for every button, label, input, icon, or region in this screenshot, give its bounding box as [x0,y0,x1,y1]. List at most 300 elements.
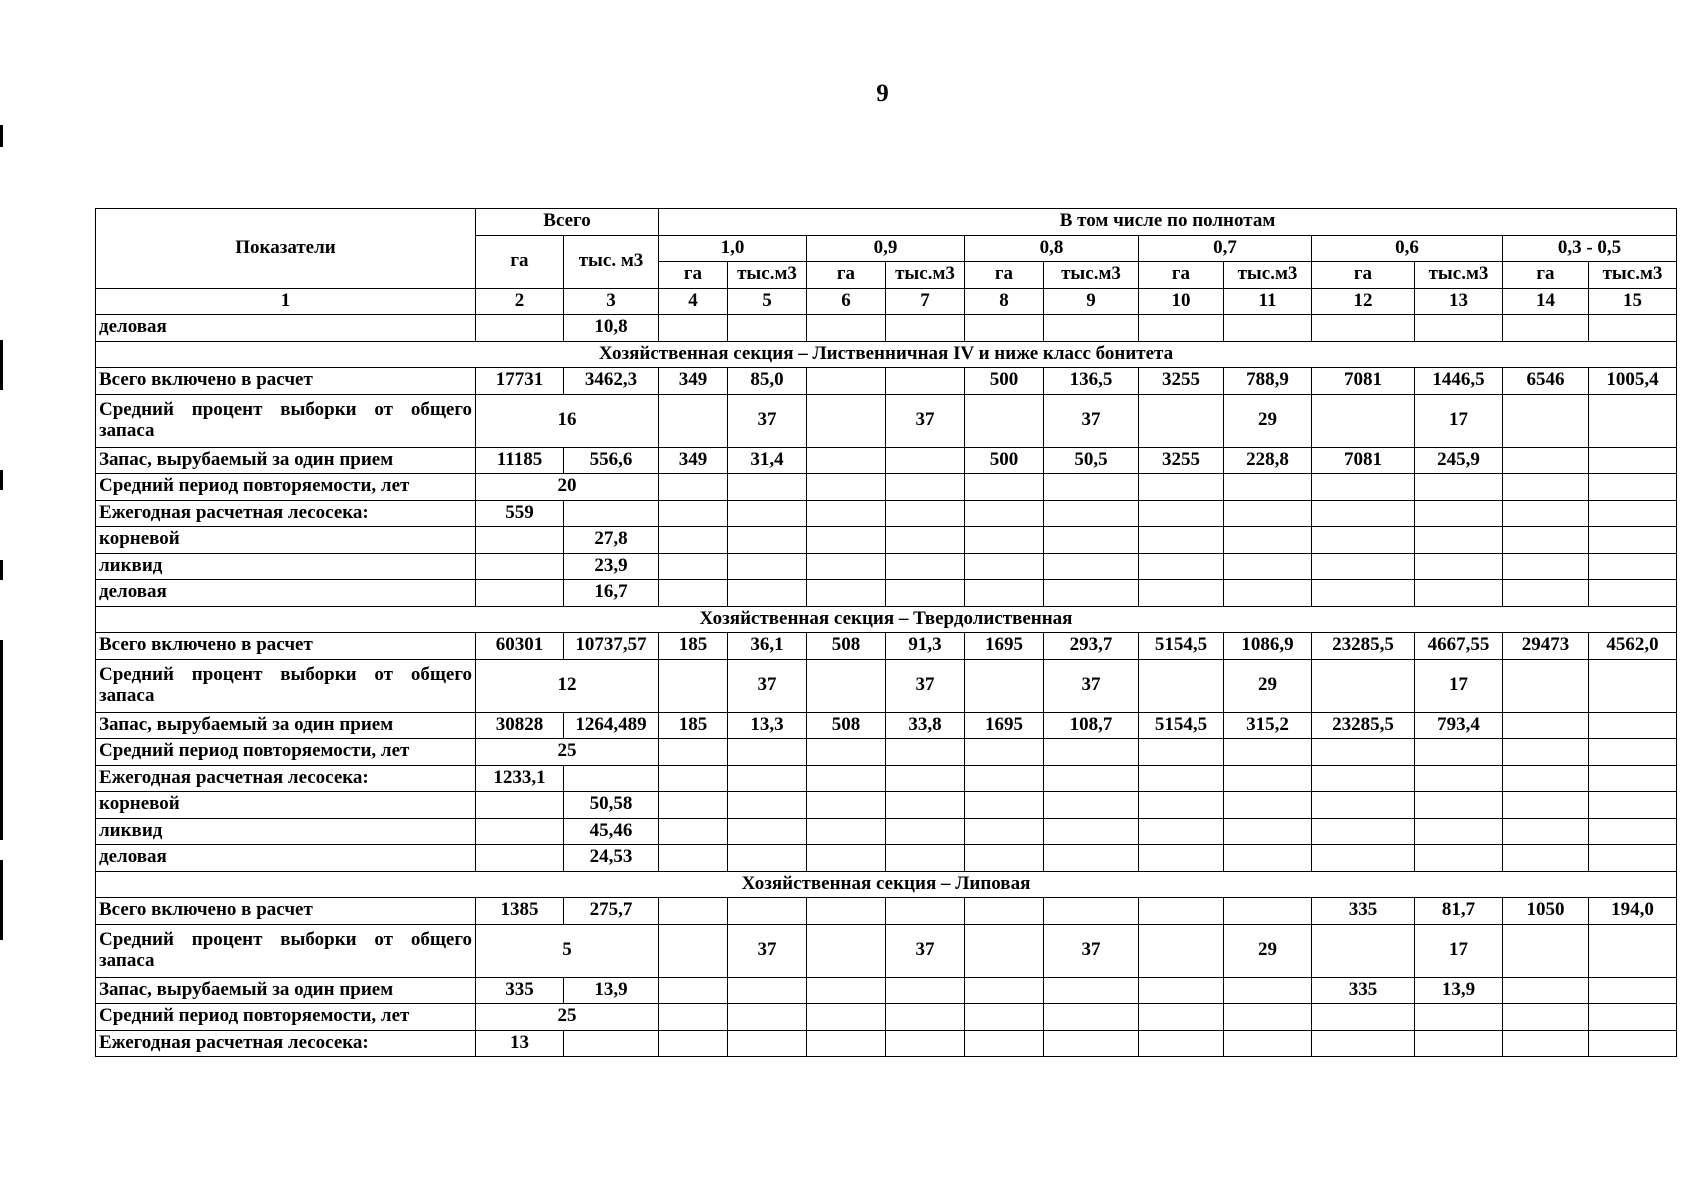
table-cell [1415,553,1503,580]
table-cell: 508 [807,712,886,739]
section-title: Хозяйственная секция – Липовая [96,871,1677,898]
header-unit-ha: га [1139,262,1224,289]
table-cell: 16,7 [564,580,659,607]
table-cell [965,527,1044,554]
table-cell [1044,792,1139,819]
table-cell [659,659,728,712]
table-cell [728,580,807,607]
table-cell [886,977,965,1004]
table-cell: 37 [1044,924,1139,977]
table-cell: 25 [476,739,659,766]
table-cell: 788,9 [1224,368,1312,395]
table-cell [1589,527,1677,554]
table-cell: 293,7 [1044,633,1139,660]
table-cell: 20 [476,474,659,501]
table-cell: 349 [659,368,728,395]
table-cell [886,527,965,554]
header-density: 0,8 [965,235,1139,262]
table-cell [1503,315,1589,342]
table-cell [965,765,1044,792]
table-row [96,315,1677,342]
table-cell [1139,739,1224,766]
table-cell [728,977,807,1004]
table-cell: 37 [728,924,807,977]
table-cell [1139,924,1224,977]
table-cell: 23,9 [564,553,659,580]
table-cell [1312,739,1415,766]
table-cell: 13,3 [728,712,807,739]
table-cell [1312,394,1415,447]
table-cell [659,818,728,845]
table-cell [659,1004,728,1031]
row-label: Всего включено в расчет [96,368,476,395]
table-cell [659,500,728,527]
table-cell [659,474,728,501]
table-cell [1139,580,1224,607]
table-cell [886,500,965,527]
table-cell [1312,924,1415,977]
table-cell [965,818,1044,845]
table-cell [1139,474,1224,501]
table-cell [728,553,807,580]
table-cell [659,394,728,447]
table-cell: 10,8 [564,315,659,342]
table-cell [1415,500,1503,527]
table-cell [1312,553,1415,580]
table-cell: 508 [807,633,886,660]
table-cell: 185 [659,633,728,660]
header-unit-volume: тыс.м3 [1415,262,1503,289]
table-row [96,474,1677,501]
table-cell [1503,1030,1589,1057]
table-cell: 81,7 [1415,898,1503,925]
table-cell: 16 [476,394,659,447]
table-cell: 10737,57 [564,633,659,660]
row-label: ликвид [96,818,476,845]
table-cell [1139,659,1224,712]
row-label: Запас, вырубаемый за один прием [96,447,476,474]
table-cell [807,659,886,712]
table-cell [1224,818,1312,845]
table-cell: 7081 [1312,447,1415,474]
table-cell [1415,818,1503,845]
table-cell [728,739,807,766]
table-cell: 315,2 [1224,712,1312,739]
table-cell [807,394,886,447]
table-cell [1312,845,1415,872]
table-cell [1224,977,1312,1004]
table-cell [1589,924,1677,977]
table-cell: 17731 [476,368,564,395]
table-row [96,553,1677,580]
table-cell [886,315,965,342]
table-cell [728,315,807,342]
table-cell [1044,739,1139,766]
table-cell [807,553,886,580]
table-cell [1139,394,1224,447]
table-cell [1044,845,1139,872]
table-row [96,924,1677,977]
table-row [96,1030,1677,1057]
table-cell: 85,0 [728,368,807,395]
table-cell: 335 [1312,898,1415,925]
table-cell [476,527,564,554]
table-cell: 17 [1415,394,1503,447]
table-cell [1589,553,1677,580]
table-cell: 37 [728,394,807,447]
table-cell [807,580,886,607]
header-density: 0,7 [1139,235,1312,262]
report-table [95,208,1677,1057]
table-cell [886,447,965,474]
table-cell [1589,580,1677,607]
table-cell [1139,898,1224,925]
table-cell: 1385 [476,898,564,925]
table-cell: 1695 [965,633,1044,660]
page-number: 9 [876,80,889,107]
table-cell [1415,739,1503,766]
table-cell [728,792,807,819]
column-number: 15 [1589,288,1677,315]
table-cell [1503,447,1589,474]
table-cell [1139,1004,1224,1031]
table-cell: 108,7 [1044,712,1139,739]
table-cell: 793,4 [1415,712,1503,739]
table-cell [1312,659,1415,712]
table-cell [1044,527,1139,554]
table-cell [1139,315,1224,342]
table-cell [1589,659,1677,712]
table-cell [659,553,728,580]
table-cell: 17 [1415,659,1503,712]
table-cell: 136,5 [1044,368,1139,395]
table-cell [886,474,965,501]
table-cell: 45,46 [564,818,659,845]
table-cell [965,580,1044,607]
table-cell [1503,792,1589,819]
table-cell [1224,845,1312,872]
row-label: корневой [96,527,476,554]
table-row [96,739,1677,766]
table-cell [1312,1030,1415,1057]
table-cell [1589,977,1677,1004]
table-cell [1415,1030,1503,1057]
table-cell: 29 [1224,659,1312,712]
margin-mark [0,640,3,840]
table-cell [965,1030,1044,1057]
table-cell [1224,739,1312,766]
table-row [96,977,1677,1004]
header-unit-ha: га [1312,262,1415,289]
table-cell [807,474,886,501]
table-cell [1044,553,1139,580]
table-cell [1415,527,1503,554]
table-cell [886,792,965,819]
table-cell [886,818,965,845]
table-row [96,765,1677,792]
table-cell [1139,765,1224,792]
table-cell [1415,1004,1503,1031]
row-label: Средний процент выборки от общего запаса [96,924,476,977]
margin-mark [0,125,3,147]
column-number: 7 [886,288,965,315]
table-cell [807,792,886,819]
table-cell: 559 [476,500,564,527]
table-cell [807,924,886,977]
table-cell: 6546 [1503,368,1589,395]
table-cell [1044,1030,1139,1057]
table-cell: 7081 [1312,368,1415,395]
table-cell [965,792,1044,819]
row-label: Средний период повторяемости, лет [96,1004,476,1031]
table-cell [1503,765,1589,792]
table-cell [965,898,1044,925]
table-cell [564,500,659,527]
header-density: 0,3 - 0,5 [1503,235,1677,262]
table-cell [659,1030,728,1057]
table-cell: 5 [476,924,659,977]
table-cell [807,447,886,474]
table-cell [1589,1004,1677,1031]
table-cell [1312,580,1415,607]
table-cell [965,1004,1044,1031]
table-cell [1139,977,1224,1004]
header-unit-volume: тыс.м3 [886,262,965,289]
table-cell [807,739,886,766]
column-number: 14 [1503,288,1589,315]
table-cell [659,315,728,342]
table-cell: 17 [1415,924,1503,977]
table-cell: 13 [476,1030,564,1057]
table-cell [886,1004,965,1031]
table-cell: 3255 [1139,447,1224,474]
table-cell [886,898,965,925]
table-cell [1589,474,1677,501]
table-cell: 245,9 [1415,447,1503,474]
table-cell [1044,977,1139,1004]
table-container [95,208,1677,1057]
row-label: Средний период повторяемости, лет [96,474,476,501]
row-label: Всего включено в расчет [96,898,476,925]
table-cell [886,553,965,580]
table-cell: 37 [886,394,965,447]
table-row [96,580,1677,607]
table-cell [965,394,1044,447]
table-cell [1415,765,1503,792]
table-cell [659,527,728,554]
table-cell: 500 [965,447,1044,474]
header-by-density: В том числе по полнотам [659,209,1677,236]
table-cell: 228,8 [1224,447,1312,474]
table-cell: 36,1 [728,633,807,660]
table-cell: 37 [886,924,965,977]
table-cell [965,845,1044,872]
table-cell: 24,53 [564,845,659,872]
column-number: 5 [728,288,807,315]
section-title: Хозяйственная секция – Твердолиственная [96,606,1677,633]
table-row [96,871,1677,898]
table-cell [1589,315,1677,342]
table-cell [886,739,965,766]
table-row [96,394,1677,447]
table-cell: 29 [1224,394,1312,447]
table-cell [1312,818,1415,845]
table-cell: 1446,5 [1415,368,1503,395]
header-unit-ha: га [807,262,886,289]
table-cell: 23285,5 [1312,712,1415,739]
margin-mark [0,560,3,580]
table-cell [886,580,965,607]
table-cell [1139,818,1224,845]
table-cell: 4562,0 [1589,633,1677,660]
table-cell [886,1030,965,1057]
table-cell: 50,5 [1044,447,1139,474]
table-cell: 29473 [1503,633,1589,660]
table-cell [1503,845,1589,872]
table-cell: 50,58 [564,792,659,819]
table-cell: 1050 [1503,898,1589,925]
table-cell [1312,765,1415,792]
table-cell: 13,9 [564,977,659,1004]
row-label: корневой [96,792,476,819]
table-cell: 275,7 [564,898,659,925]
table-cell [1224,474,1312,501]
table-cell: 556,6 [564,447,659,474]
section-title: Хозяйственная секция – Лиственничная IV и ниже класс бонитета [96,341,1677,368]
table-cell [659,977,728,1004]
table-cell [807,500,886,527]
table-cell [1589,447,1677,474]
table-cell [1503,712,1589,739]
table-cell: 194,0 [1589,898,1677,925]
column-number: 3 [564,288,659,315]
table-row [96,659,1677,712]
table-cell [728,474,807,501]
column-number: 2 [476,288,564,315]
table-cell [1224,553,1312,580]
table-cell [807,765,886,792]
table-cell: 5154,5 [1139,633,1224,660]
table-cell [1044,1004,1139,1031]
header-density: 0,6 [1312,235,1503,262]
table-cell [807,315,886,342]
table-row [96,845,1677,872]
table-cell [728,845,807,872]
table-cell [1139,845,1224,872]
table-cell: 500 [965,368,1044,395]
header-unit-volume: тыс.м3 [1224,262,1312,289]
column-number: 13 [1415,288,1503,315]
table-cell [1415,580,1503,607]
table-cell [728,527,807,554]
table-cell [728,818,807,845]
table-cell: 3462,3 [564,368,659,395]
row-label: Всего включено в расчет [96,633,476,660]
table-cell [1312,315,1415,342]
table-cell [965,739,1044,766]
table-cell [1139,553,1224,580]
table-cell: 11185 [476,447,564,474]
row-label: деловая [96,845,476,872]
row-label: Ежегодная расчетная лесосека: [96,765,476,792]
table-cell [1589,765,1677,792]
header-unit-ha: га [659,262,728,289]
table-cell [1415,845,1503,872]
table-cell [659,765,728,792]
table-row [96,606,1677,633]
table-row [96,368,1677,395]
header-density: 0,9 [807,235,965,262]
table-cell [1224,1004,1312,1031]
table-cell [728,898,807,925]
table-cell: 3255 [1139,368,1224,395]
table-row [96,818,1677,845]
table-cell [1044,765,1139,792]
table-cell [807,527,886,554]
table-cell [1503,500,1589,527]
table-cell [728,765,807,792]
table-cell [965,553,1044,580]
table-cell [886,765,965,792]
table-cell: 29 [1224,924,1312,977]
table-cell [807,1030,886,1057]
table-cell [886,845,965,872]
column-number: 8 [965,288,1044,315]
table-cell: 1086,9 [1224,633,1312,660]
table-cell [1044,474,1139,501]
table-cell [1139,1030,1224,1057]
table-cell [807,368,886,395]
table-cell [1415,474,1503,501]
table-cell: 349 [659,447,728,474]
table-cell: 335 [1312,977,1415,1004]
column-number: 1 [96,288,476,315]
row-label: деловая [96,315,476,342]
column-number: 11 [1224,288,1312,315]
table-cell [1503,818,1589,845]
header-density: 1,0 [659,235,807,262]
table-cell [1044,315,1139,342]
table-cell [659,845,728,872]
table-cell [659,898,728,925]
row-label: Ежегодная расчетная лесосека: [96,500,476,527]
table-cell [1589,712,1677,739]
header-unit-volume: тыс.м3 [1589,262,1677,289]
table-cell [476,553,564,580]
table-cell [1312,527,1415,554]
margin-mark [0,340,3,390]
header-unit-ha: га [965,262,1044,289]
table-cell [1503,527,1589,554]
column-number: 9 [1044,288,1139,315]
row-label: Запас, вырубаемый за один прием [96,712,476,739]
table-row [96,447,1677,474]
table-cell [1224,898,1312,925]
table-cell [965,500,1044,527]
table-cell [1415,315,1503,342]
margin-mark [0,470,3,490]
table-cell [1589,500,1677,527]
table-cell [1312,1004,1415,1031]
table-cell: 23285,5 [1312,633,1415,660]
table-cell: 12 [476,659,659,712]
table-cell: 25 [476,1004,659,1031]
table-cell [1139,500,1224,527]
table-cell [476,792,564,819]
table-cell [1503,553,1589,580]
table-cell: 1695 [965,712,1044,739]
column-number: 12 [1312,288,1415,315]
